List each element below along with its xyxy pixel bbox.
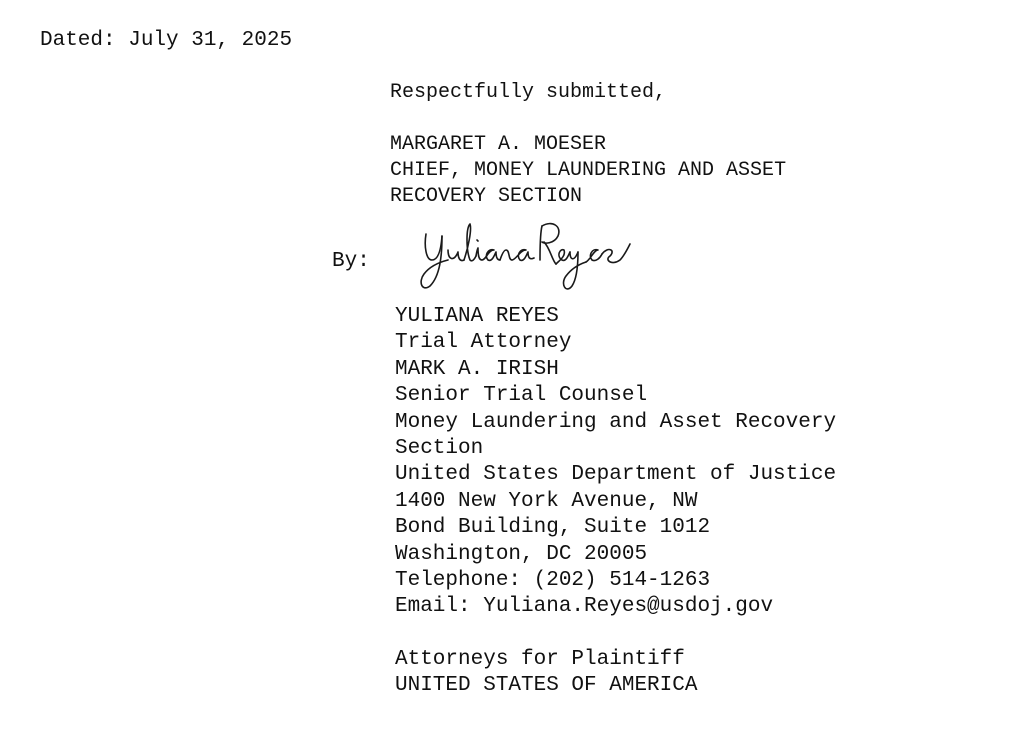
attorney-line: Section [395,437,484,461]
chief-title-line-1: CHIEF, MONEY LAUNDERING AND ASSET [390,159,787,182]
chief-name: MARGARET A. MOESER [390,133,607,156]
by-label: By: [332,250,370,273]
email-line: Email: Yuliana.Reyes@usdoj.gov [395,595,774,619]
attorney-block [395,304,836,700]
handwritten-signature [416,220,638,296]
attorney-line: Telephone: (202) 514-1263 [395,569,711,593]
attorneys-for-line: Attorneys for Plaintiff [395,647,685,671]
attorney-line: Bond Building, Suite 1012 [395,516,711,540]
attorney-line: United States Department of Justice [395,463,837,487]
dated-line: Dated: July 31, 2025 [40,29,293,52]
attorney-line: Trial Attorney [395,331,572,355]
closing-line: Respectfully submitted, [390,81,667,104]
attorney-line: 1400 New York Avenue, NW [395,489,698,513]
attorney-line: MARK A. IRISH [395,357,559,381]
spacer [390,106,786,132]
spacer [395,621,836,647]
party-line: UNITED STATES OF AMERICA [395,674,698,698]
chief-title-line-2: RECOVERY SECTION [390,185,583,208]
attorney-line: Money Laundering and Asset Recovery [395,410,837,434]
submission-block [390,80,786,210]
attorney-line: Senior Trial Counsel [395,384,648,408]
attorney-line: YULIANA REYES [395,305,559,328]
attorney-line: Washington, DC 20005 [395,542,648,566]
